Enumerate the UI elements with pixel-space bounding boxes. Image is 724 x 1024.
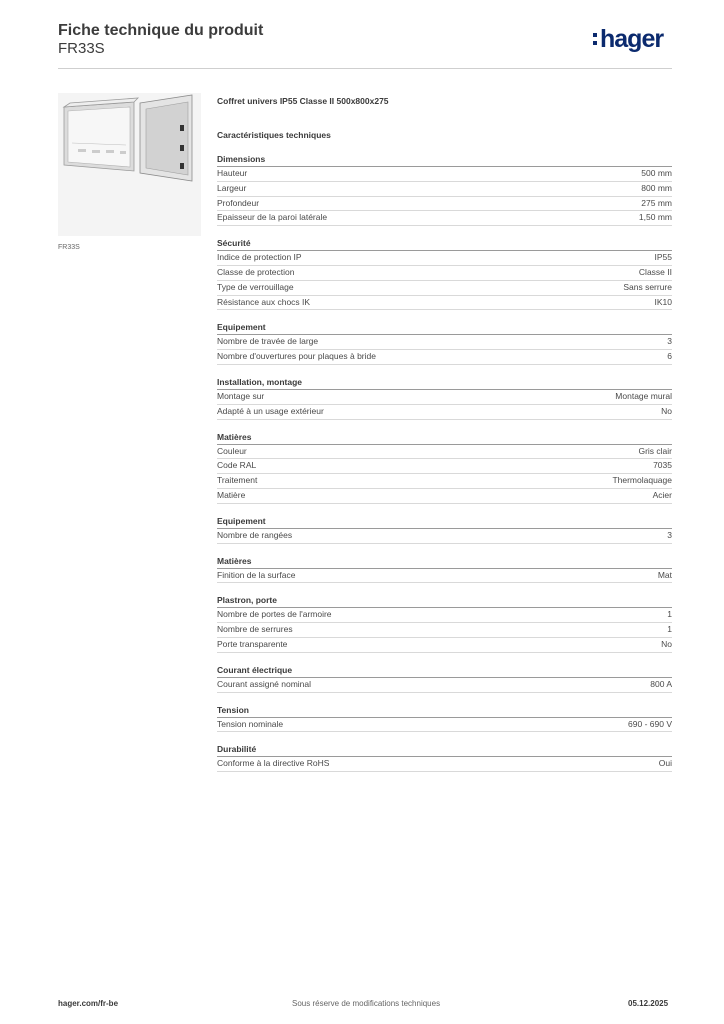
- spec-value: 275 mm: [641, 197, 672, 208]
- header-divider: [58, 68, 672, 69]
- spec-label: Traitement: [217, 475, 258, 486]
- spec-label: Classe de protection: [217, 266, 295, 277]
- spec-row: [217, 608, 672, 623]
- product-title: Coffret univers IP55 Classe II 500x800x275: [217, 96, 389, 106]
- spec-label: Nombre de rangées: [217, 529, 293, 540]
- spec-row: [217, 296, 672, 311]
- spec-row: [217, 718, 672, 733]
- spec-value: Thermolaquage: [612, 475, 672, 486]
- spec-row: [217, 638, 672, 653]
- spec-row: [217, 266, 672, 281]
- spec-section: [217, 743, 672, 772]
- spec-label: Finition de la surface: [217, 569, 296, 580]
- spec-row: [217, 529, 672, 544]
- spec-row: [217, 281, 672, 296]
- spec-row: [217, 623, 672, 638]
- spec-value: 800 mm: [641, 182, 672, 193]
- spec-row: [217, 390, 672, 405]
- spec-value: No: [661, 405, 672, 416]
- spec-row: [217, 335, 672, 350]
- spec-content: [217, 96, 672, 772]
- spec-value: 3: [667, 336, 672, 347]
- spec-section: [217, 515, 672, 544]
- spec-row: [217, 405, 672, 420]
- spec-label: Largeur: [217, 182, 247, 193]
- spec-value: Montage mural: [615, 390, 672, 401]
- spec-label: Tension nominale: [217, 718, 284, 729]
- spec-value: 800 A: [650, 678, 672, 689]
- spec-label: Indice de protection IP: [217, 252, 302, 263]
- section-title: Plastron, porte: [217, 594, 672, 608]
- spec-label: Code RAL: [217, 460, 257, 471]
- section-title: Installation, montage: [217, 376, 672, 390]
- spec-value: Acier: [652, 489, 672, 500]
- spec-row: [217, 489, 672, 504]
- spec-heading: Caractéristiques techniques: [217, 130, 331, 140]
- spec-label: Hauteur: [217, 168, 248, 178]
- spec-value: Mat: [657, 569, 672, 580]
- spec-sections: [217, 153, 672, 772]
- spec-value: 690 - 690 V: [628, 718, 672, 729]
- section-title: Matières: [217, 431, 672, 445]
- spec-row: [217, 445, 672, 460]
- spec-label: Nombre de travée de large: [217, 336, 319, 347]
- spec-label: Nombre d'ouvertures pour plaques à bride: [217, 351, 376, 362]
- spec-row: [217, 678, 672, 693]
- page-title: Fiche technique du produit: [58, 22, 264, 39]
- spec-label: Profondeur: [217, 197, 260, 208]
- spec-row: [217, 211, 672, 226]
- spec-label: Courant assigné nominal: [217, 678, 312, 689]
- footer-date: 05.12.2025: [628, 999, 669, 1008]
- section-title: Sécurité: [217, 237, 672, 251]
- spec-label: Conforme à la directive RoHS: [217, 758, 330, 769]
- spec-section: [217, 431, 672, 504]
- spec-section: [217, 153, 672, 226]
- spec-row: [217, 197, 672, 212]
- enclosure-illustration: [58, 93, 201, 236]
- spec-value: Sans serrure: [623, 281, 672, 292]
- spec-row: [217, 757, 672, 772]
- section-title: Equipement: [217, 515, 672, 529]
- spec-row: [217, 350, 672, 365]
- spec-value: No: [661, 638, 672, 649]
- image-caption: FR33S: [58, 244, 80, 251]
- section-title: Matières: [217, 555, 672, 569]
- hager-logo: [593, 27, 663, 52]
- spec-value: 7035: [653, 460, 672, 471]
- spec-row: [217, 182, 672, 197]
- spec-label: Résistance aux chocs IK: [217, 296, 311, 307]
- section-title: Equipement: [217, 321, 672, 335]
- spec-value: IP55: [654, 252, 672, 263]
- spec-value: 6: [667, 351, 672, 362]
- section-title: Courant électrique: [217, 664, 672, 678]
- spec-label: Couleur: [217, 445, 247, 456]
- spec-label: Nombre de serrures: [217, 624, 293, 635]
- spec-value: 500 mm: [641, 168, 672, 178]
- spec-value: 1: [667, 609, 672, 620]
- spec-row: [217, 251, 672, 266]
- footer-notice: Sous réserve de modifications techniques: [292, 999, 441, 1008]
- spec-value: 1,50 mm: [638, 212, 672, 223]
- spec-value: Oui: [658, 758, 672, 769]
- spec-value: 1: [667, 624, 672, 635]
- spec-label: Adapté à un usage extérieur: [217, 405, 324, 416]
- spec-label: Type de verrouillage: [217, 281, 294, 292]
- spec-row: [217, 569, 672, 584]
- section-title: Dimensions: [217, 153, 672, 167]
- logo-dots-icon: [593, 33, 598, 49]
- spec-value: Classe II: [638, 266, 672, 277]
- spec-section: [217, 555, 672, 584]
- spec-label: Nombre de portes de l'armoire: [217, 609, 332, 620]
- footer-website: hager.com/fr-be: [58, 999, 119, 1008]
- spec-section: [217, 594, 672, 652]
- product-image: [58, 93, 201, 236]
- spec-section: [217, 237, 672, 310]
- section-title: Tension: [217, 704, 672, 718]
- spec-section: [217, 321, 672, 365]
- spec-section: [217, 376, 672, 420]
- product-code: FR33S: [58, 40, 105, 57]
- section-title: Durabilité: [217, 743, 672, 757]
- spec-row: [217, 167, 672, 182]
- spec-label: Epaisseur de la paroi latérale: [217, 212, 328, 223]
- spec-section: [217, 704, 672, 733]
- spec-value: Gris clair: [638, 445, 672, 456]
- spec-value: IK10: [654, 296, 672, 307]
- spec-row: [217, 459, 672, 474]
- spec-label: Montage sur: [217, 390, 265, 401]
- spec-row: [217, 474, 672, 489]
- spec-value: 3: [667, 529, 672, 540]
- spec-label: Porte transparente: [217, 638, 288, 649]
- logo-text: hager: [600, 25, 664, 53]
- spec-label: Matière: [217, 489, 246, 500]
- spec-section: [217, 664, 672, 693]
